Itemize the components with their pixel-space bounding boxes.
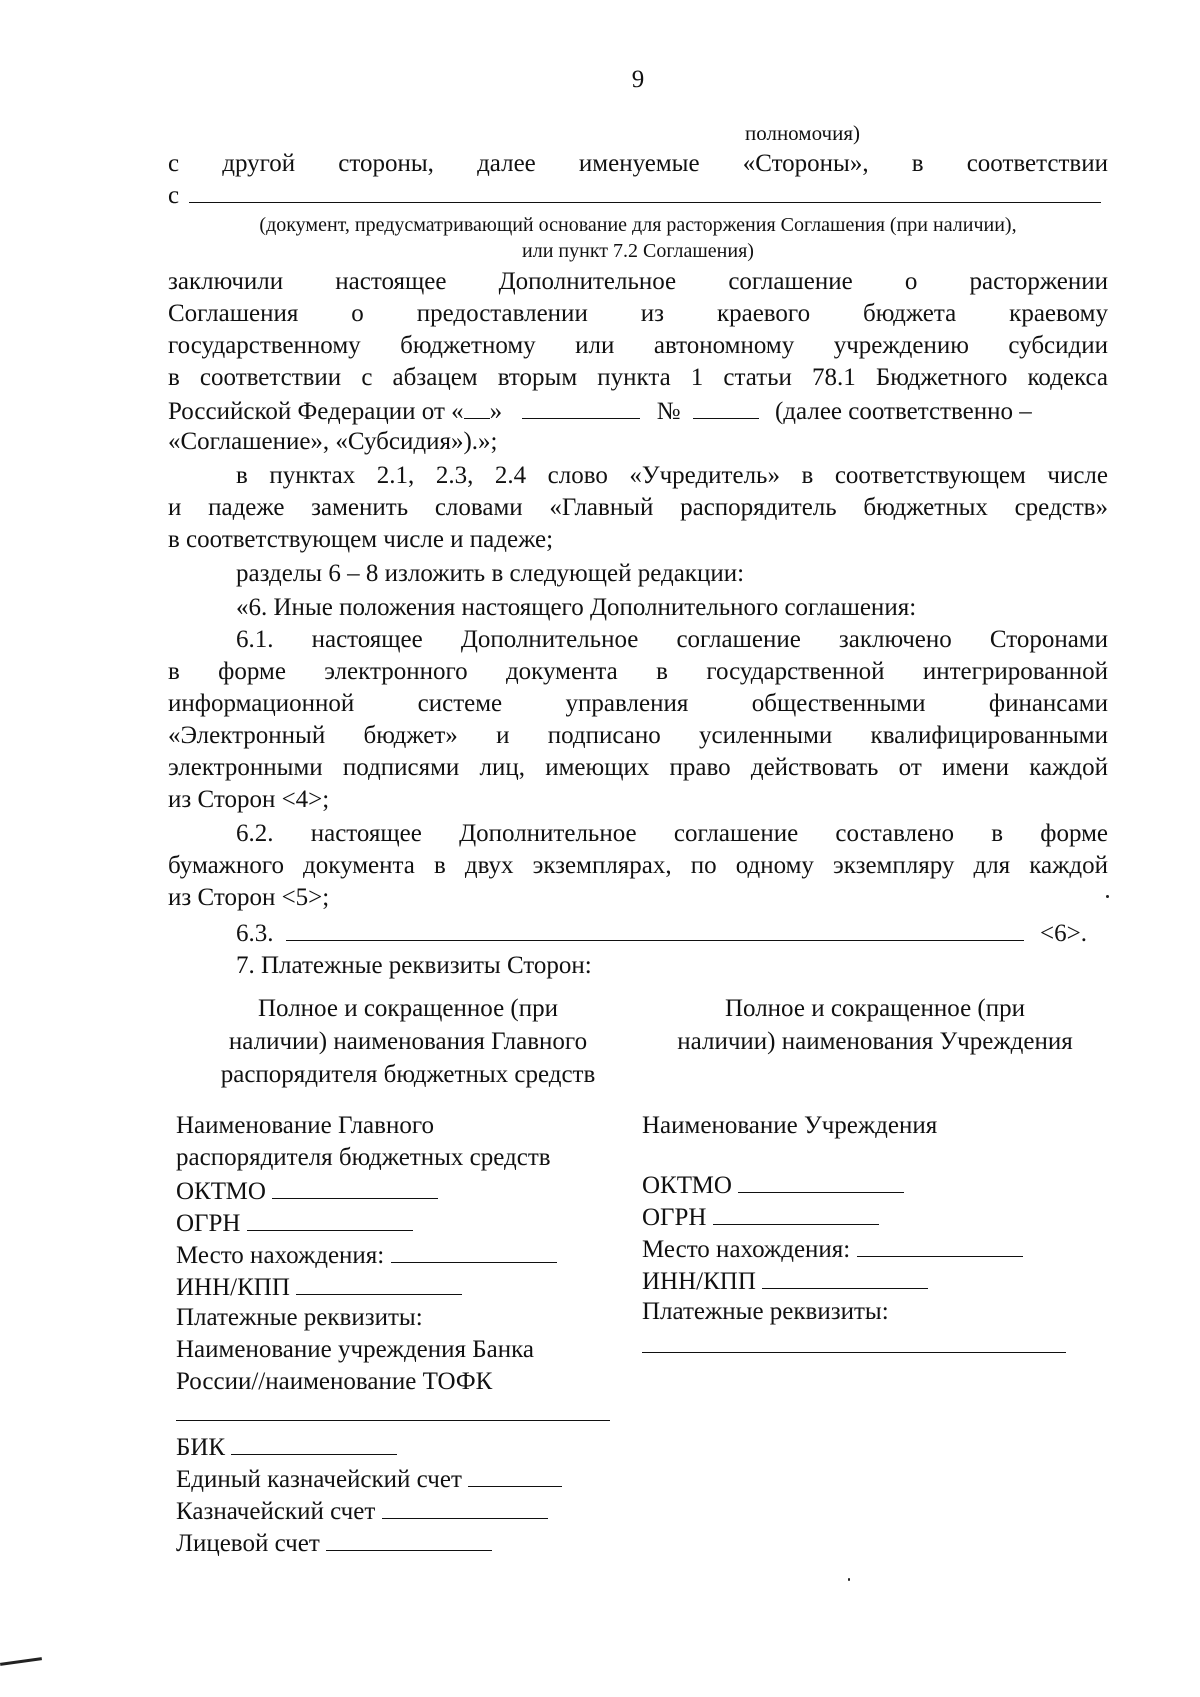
left-bank-blank[interactable] (176, 1420, 610, 1421)
left-personal-account-label: Лицевой счет (176, 1530, 320, 1557)
word: с (168, 150, 180, 177)
right-inn-blank[interactable] (762, 1264, 928, 1289)
left-inn-label: ИНН/КПП (176, 1274, 290, 1301)
left-bik-label: БИК (176, 1434, 226, 1461)
scan-mark (0, 1657, 42, 1666)
body-line: государственному бюджетному или автономному учреждению субсидии (168, 332, 1108, 359)
right-location-label: Место нахождения: (642, 1236, 851, 1263)
body-line: 6.2. настоящее Дополнительное соглашение составлено в форме (236, 820, 1108, 847)
fed-text: » (489, 398, 503, 425)
left-header (168, 992, 648, 1091)
left-treasury-account-row (176, 1494, 548, 1528)
basis-line (168, 178, 1108, 212)
left-inn-blank[interactable] (296, 1270, 462, 1295)
left-ogrn-label: ОГРН (176, 1210, 241, 1237)
body-line: 6.1. настоящее Дополнительное соглашение заключено Сторонами (236, 626, 1108, 653)
federation-line (168, 394, 1108, 428)
body-line: в соответствии с абзацем вторым пункта 1 статьи 78.1 Бюджетного кодекса (168, 364, 1108, 391)
left-location-label: Место нахождения: (176, 1242, 385, 1269)
body-line: «Электронный бюджет» и подписано усиленными квалифицированными (168, 722, 1108, 749)
right-oktmo-label: ОКТМО (642, 1172, 732, 1199)
right-oktmo-blank[interactable] (738, 1168, 904, 1193)
body-line: в соответствующем числе и падеже; (168, 526, 554, 553)
section-heading: «6. Иные положения настоящего Дополнительного соглашения: (236, 594, 917, 621)
body-line: разделы 6 – 8 изложить в следующей редакции: (236, 560, 745, 587)
word: «Стороны», (742, 150, 869, 177)
left-bik-row (176, 1430, 397, 1464)
body-line: в форме электронного документа в государственной интегрированной (168, 658, 1108, 685)
left-location-blank[interactable] (391, 1238, 557, 1263)
right-header (640, 992, 1110, 1058)
left-name-1: Наименование Главного (176, 1112, 434, 1139)
left-header-line: распорядителя бюджетных средств (220, 1061, 596, 1088)
right-location-row (642, 1232, 1023, 1266)
basis-prefix: с (168, 182, 180, 209)
left-header-line: Полное и сокращенное (при (257, 995, 559, 1022)
word: соответствии (966, 150, 1108, 177)
body-line: заключили настоящее Дополнительное соглашение о расторжении (168, 268, 1108, 295)
word: другой (222, 150, 296, 177)
basis-caption: или пункт 7.2 Соглашения) (522, 240, 754, 262)
parties-line (168, 148, 1108, 180)
left-ogrn-blank[interactable] (247, 1206, 413, 1231)
right-ogrn-blank[interactable] (713, 1200, 879, 1225)
right-inn-row (642, 1264, 928, 1298)
body-line: и падеже заменить словами «Главный распорядитель бюджетных средств» (168, 494, 1108, 521)
right-header-line: Полное и сокращенное (при (724, 995, 1026, 1022)
body-line: электронными подписями лиц, имеющих право действовать от имени каждой (168, 754, 1108, 781)
day-blank[interactable] (464, 394, 490, 419)
body-line: из Сторон <4>; (168, 786, 330, 813)
body-line: в пунктах 2.1, 2.3, 2.4 слово «Учредитель» в соответствующем числе (236, 462, 1108, 489)
authority-note: полномочия) (745, 121, 860, 145)
word: стороны, (338, 150, 434, 177)
left-single-account-row (176, 1462, 562, 1496)
scan-dot (1106, 895, 1109, 898)
date-blank[interactable] (522, 394, 640, 419)
left-bik-blank[interactable] (231, 1430, 397, 1455)
right-ogrn-label: ОГРН (642, 1204, 707, 1231)
left-bank-1: Наименование учреждения Банка (176, 1336, 534, 1363)
left-personal-account-blank[interactable] (326, 1526, 492, 1551)
left-single-account-blank[interactable] (468, 1462, 562, 1487)
right-inn-label: ИНН/КПП (642, 1268, 756, 1295)
right-name: Наименование Учреждения (642, 1112, 938, 1139)
section-7-heading: 7. Платежные реквизиты Сторон: (236, 952, 592, 979)
number-sign: № (656, 398, 681, 425)
number-blank[interactable] (693, 394, 759, 419)
body-line: из Сторон <5>; (168, 884, 330, 911)
left-single-account-label: Единый казначейский счет (176, 1466, 462, 1493)
body-line: Соглашения о предоставлении из краевого бюджета краевому (168, 300, 1108, 327)
right-oktmo-row (642, 1168, 904, 1202)
left-bank-2: России//наименование ТОФК (176, 1368, 493, 1395)
body-line: «Соглашение», «Субсидия»).»; (168, 428, 498, 455)
right-location-blank[interactable] (857, 1232, 1023, 1257)
scan-dot (848, 1578, 850, 1581)
left-oktmo-blank[interactable] (272, 1174, 438, 1199)
basis-caption: (документ, предусматривающий основание для расторжения Соглашения (при наличии), (259, 214, 1017, 236)
page-number: 9 (631, 66, 645, 93)
left-header-line: наличии) наименования Главного (228, 1028, 588, 1055)
item-number: 6.3. (236, 920, 274, 947)
left-name-2: распорядителя бюджетных средств (176, 1144, 551, 1171)
item-6-3 (236, 916, 1108, 950)
word: именуемые (578, 150, 700, 177)
body-line: бумажного документа в двух экземплярах, по одному экземпляру для каждой (168, 852, 1108, 879)
left-inn-row (176, 1270, 462, 1304)
left-payment-label: Платежные реквизиты: (176, 1304, 423, 1331)
left-ogrn-row (176, 1206, 413, 1240)
basis-blank[interactable] (189, 178, 1101, 203)
footnote-ref: <6>. (1040, 920, 1087, 947)
word: в (911, 150, 924, 177)
right-header-line: наличии) наименования Учреждения (677, 1028, 1073, 1055)
left-oktmo-row (176, 1174, 438, 1208)
fed-text: Российской Федерации от « (168, 398, 464, 425)
right-payment-blank[interactable] (642, 1352, 1066, 1353)
left-location-row (176, 1238, 557, 1272)
left-treasury-account-label: Казначейский счет (176, 1498, 376, 1525)
item-6-3-blank[interactable] (286, 916, 1024, 941)
body-line: информационной системе управления общественными финансами (168, 690, 1108, 717)
left-oktmo-label: ОКТМО (176, 1178, 266, 1205)
right-ogrn-row (642, 1200, 879, 1234)
left-treasury-account-blank[interactable] (382, 1494, 548, 1519)
left-personal-account-row (176, 1526, 492, 1560)
word: далее (477, 150, 536, 177)
right-payment-label: Платежные реквизиты: (642, 1298, 889, 1325)
fed-text: (далее соответственно – (774, 398, 1032, 425)
